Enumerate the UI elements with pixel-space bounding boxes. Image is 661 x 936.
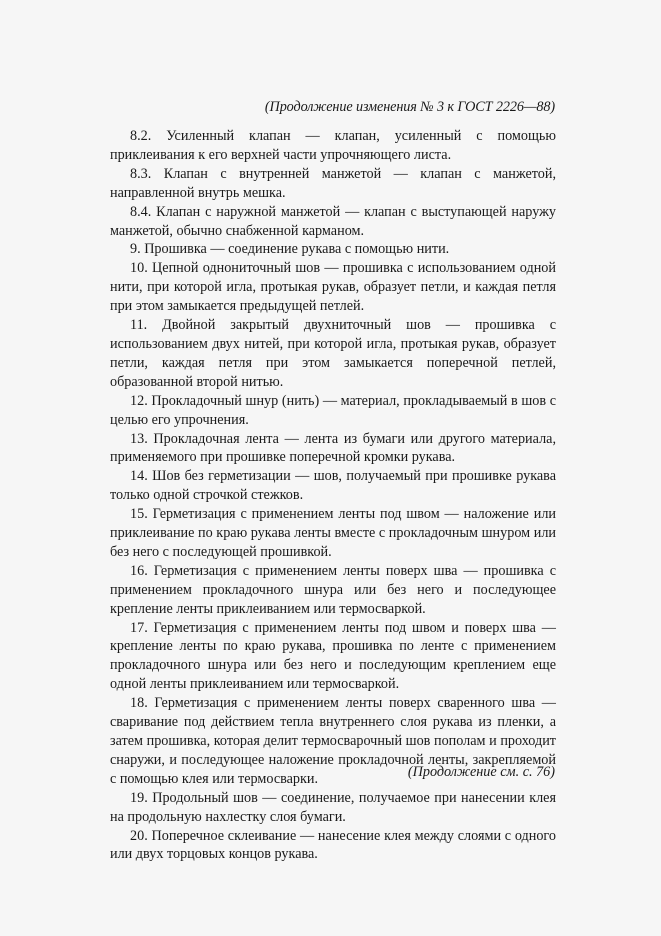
paragraph-17: 17. Герметизация с применением ленты под швом и поверх шва — крепление ленты по краю рукава, прошивка по ленте с применением прокладочного шнура или без него и последующим креплением еще одной ленты приклеиванием или термосваркой.: [110, 619, 556, 693]
page-footer: (Продолжение см. с. 76): [407, 764, 555, 780]
paragraph-19: 19. Продольный шов — соединение, получаемое при нанесении клея на продольную нахлестку слоя бумаги.: [110, 789, 556, 825]
body-text: [110, 127, 556, 864]
paragraph-13: 13. Прокладочная лента — лента из бумаги или другого материала, применяемого при прошивке поперечной кромки рукава.: [110, 430, 556, 466]
page-header: (Продолжение изменения № 3 к ГОСТ 2226—88): [264, 99, 555, 115]
paragraph-8-4: 8.4. Клапан с наружной манжетой — клапан с выступающей наружу манжетой, обычно снабженной карманом.: [110, 203, 556, 239]
paragraph-18: 18. Герметизация с применением ленты поверх сваренного шва — сваривание под действием тепла внутреннего слоя рукава из пленки, а затем прошивка, которая делит термосварочный шов пополам и проходит снаружи, и последующее наложение прокладочной ленты, закрепляемой с помощью клея или термосварки.: [110, 695, 556, 787]
paragraph-14: 14. Шов без герметизации — шов, получаемый при прошивке рукава только одной строчкой стежков.: [110, 468, 556, 504]
paragraph-10: 10. Цепной однониточный шов — прошивка с использованием одной нити, при которой игла, протыкая рукав, образует петли, и каждая петля при этом замыкается предыдущей петлей.: [110, 260, 556, 315]
paragraph-11: 11. Двойной закрытый двухниточный шов — прошивка с использованием двух нитей, при которой игла, протыкая рукав, образует петли, каждая петля при этом замыкается поперечной петлей, образованной второй нитью.: [110, 317, 556, 390]
paragraph-12: 12. Прокладочный шнур (нить) — материал, прокладываемый в шов с целью его упрочнения.: [110, 392, 556, 428]
paragraph-20: 20. Поперечное склеивание — нанесение клея между слоями с одного или двух торцовых концов рукава.: [110, 827, 556, 863]
paragraph-15: 15. Герметизация с применением ленты под швом — наложение или приклеивание по краю рукава ленты вместе с прокладочным шнуром или без него с последующей прошивкой.: [110, 506, 556, 560]
paragraph-16: 16. Герметизация с применением ленты поверх шва — прошивка с применением прокладочного шнура или без него и последующее крепление ленты приклеиванием или термосваркой.: [110, 562, 556, 617]
paragraph-8-3: 8.3. Клапан с внутренней манжетой — клапан с манжетой, направленной внутрь мешка.: [110, 165, 556, 201]
paragraph-8-2: 8.2. Усиленный клапан — клапан, усиленный с помощью приклеивания к его верхней части упрочняющего листа.: [110, 128, 556, 163]
paragraph-9: 9. Прошивка — соединение рукава с помощью нити.: [130, 241, 450, 258]
